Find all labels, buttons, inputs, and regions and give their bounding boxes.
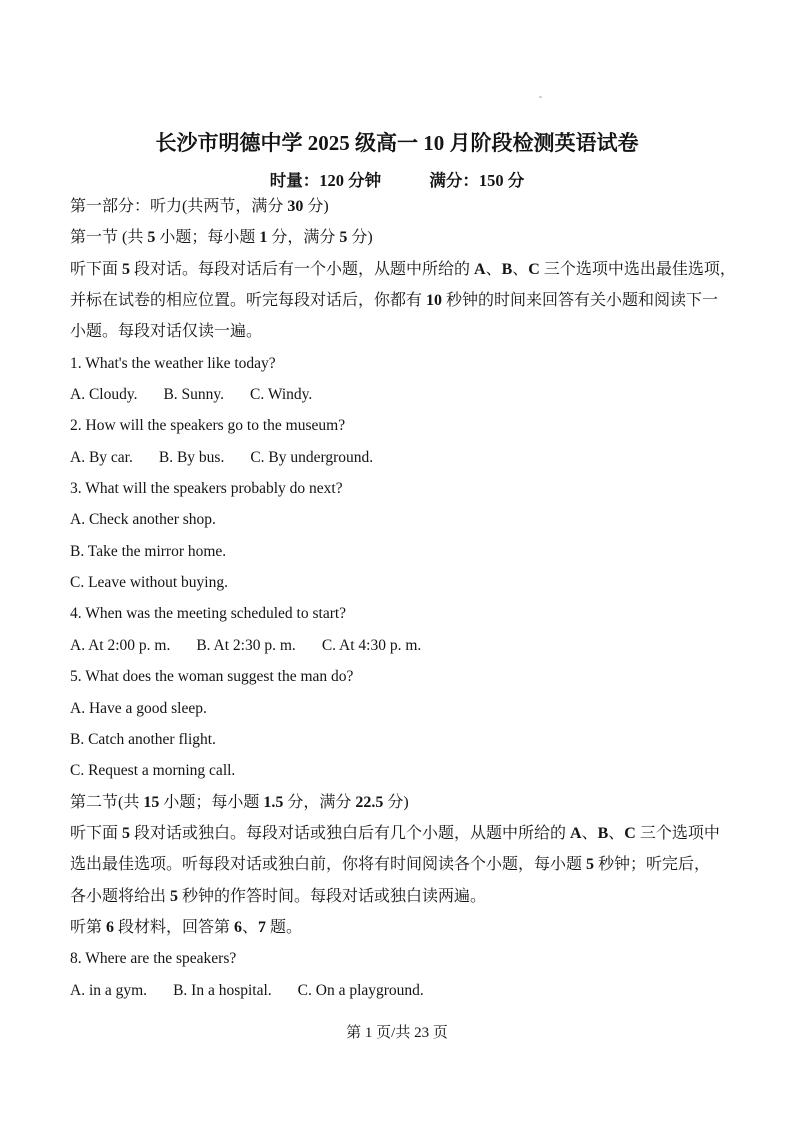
text-segment: 5 [586,856,595,874]
document-line [70,504,724,535]
text-segment: 秒钟；听完后， [594,856,711,874]
text-segment: 第一节 (共 [70,229,148,247]
text-segment: 30 [287,198,304,215]
choice-options-row [70,442,724,473]
text-segment: 第一部分：听力(共两节，满分 [70,198,288,215]
text-segment: 、 [485,260,502,278]
text-segment: A [474,260,486,278]
option-item: B. Sunny. [163,386,225,404]
text-segment: 小题。每段对话仅读一遍。 [70,323,263,341]
exam-meta [70,167,724,191]
option-item: B. By bus. [158,448,225,466]
text-segment: 段对话或独白。每段对话或独白后有几个小题，从题中所给的 [130,824,571,842]
text-segment: 分) [347,229,373,247]
text-segment: 、 [512,260,529,278]
text-segment: 第二节(共 [70,793,144,811]
text-segment: 三个选项中选出最佳选项， [539,260,736,278]
text-segment: 10 [426,292,443,310]
text-segment: C [624,824,636,842]
text-segment: A. Have a good sleep. [70,699,207,717]
text-segment: 1 [259,229,268,247]
choice-options-row [70,975,724,1006]
text-segment: A [570,824,582,842]
text-segment: B. Catch another flight. [70,730,216,748]
text-segment: 段对话。每段对话后有一个小题，从题中所给的 [130,260,475,278]
text-segment: 22.5 [355,793,384,811]
option-item: A. By car. [70,448,133,466]
text-segment: 、 [581,824,598,842]
text-segment: 5 [122,824,131,842]
text-segment: C [528,260,540,278]
text-segment: 小题；每小题 [155,229,260,247]
document-line [70,285,724,316]
document-line [70,473,724,504]
text-segment: 2. How will the speakers go to the museum? [70,417,346,435]
document-line [70,410,724,441]
text-segment: A. Check another shop. [70,511,216,529]
text-segment: 分，满分 [283,793,356,811]
document-line [70,348,724,379]
document-line [70,755,724,786]
option-item: A. Cloudy. [70,386,138,404]
exam-duration: 时量：120 分钟 [269,171,382,190]
text-segment: B [501,260,513,278]
text-segment: 6 [106,918,115,936]
text-segment: 4. When was the meeting scheduled to start? [70,605,347,623]
text-segment: 选出最佳选项。听每段对话或独白前，你将有时间阅读各个小题，每小题 [70,856,587,874]
document-line [70,536,724,567]
text-segment: B [597,824,609,842]
document-line [70,724,724,755]
exam-full-score: 满分：150 分 [429,171,525,190]
document-line [70,943,724,974]
document-line [70,912,724,943]
text-segment: 小题；每小题 [159,793,264,811]
text-segment: 三个选项中 [635,824,720,842]
text-segment: 秒钟的时间来回答有关小题和阅读下一 [442,292,719,310]
option-item: B. At 2:30 p. m. [196,636,296,654]
text-segment: 6 [234,918,243,936]
page-number: 第 1 页/共 23 页 [346,1025,448,1041]
text-segment: 7 [258,918,267,936]
option-item: C. Windy. [250,386,313,404]
option-item: C. On a playground. [297,981,424,999]
page-title: 长沙市明德中学 2025 级高一 10 月阶段检测英语试卷 [155,131,639,155]
text-segment: C. Request a morning call. [70,762,236,780]
text-segment: 1.5 [263,793,284,811]
text-segment: 5 [147,229,156,247]
document-line [70,222,724,253]
document-line [70,881,724,912]
text-segment: 5 [122,260,131,278]
text-segment: 5 [339,229,348,247]
document-line [70,818,724,849]
text-segment: 、 [608,824,625,842]
text-segment: 并标在试卷的相应位置。听完每段对话后，你都有 [70,292,427,310]
option-item: C. By underground. [250,448,374,466]
document-line [70,598,724,629]
text-segment: 题。 [266,918,303,936]
document-line [70,661,724,692]
document-line [70,849,724,880]
text-segment: 8. Where are the speakers? [70,950,237,968]
text-segment: 听第 [70,918,107,936]
document-line [70,254,736,285]
option-item: C. At 4:30 p. m. [321,636,422,654]
document-line [70,787,724,818]
text-segment: 15 [143,793,160,811]
text-segment: C. Leave without buying. [70,574,228,592]
text-segment: 段材料，回答第 [114,918,235,936]
text-segment: 分，满分 [267,229,340,247]
text-segment: 5 [170,887,179,905]
text-segment: 分) [383,793,409,811]
option-item: A. At 2:00 p. m. [70,636,171,654]
exam-body [70,191,736,1006]
text-segment: 秒钟的作答时间。每段对话或独白读两遍。 [178,887,487,905]
text-segment: 分) [303,198,329,215]
document-line [70,693,724,724]
choice-options-row [70,379,724,410]
text-segment: 3. What will the speakers probably do next? [70,480,343,498]
choice-options-row [70,630,724,661]
scan-speck [539,96,542,98]
text-segment: 5. What does the woman suggest the man do? [70,668,354,686]
text-segment: 各小题将给出 [70,887,171,905]
document-line [70,567,724,598]
text-segment: B. Take the mirror home. [70,542,227,560]
option-item: B. In a hospital. [173,981,272,999]
text-segment: 1. What's the weather like today? [70,354,276,372]
text-segment: 、 [242,918,259,936]
text-segment: 听下面 [70,824,123,842]
option-item: A. in a gym. [70,981,148,999]
text-segment: 听下面 [70,260,123,278]
document-line [70,191,724,222]
document-line [70,316,724,347]
